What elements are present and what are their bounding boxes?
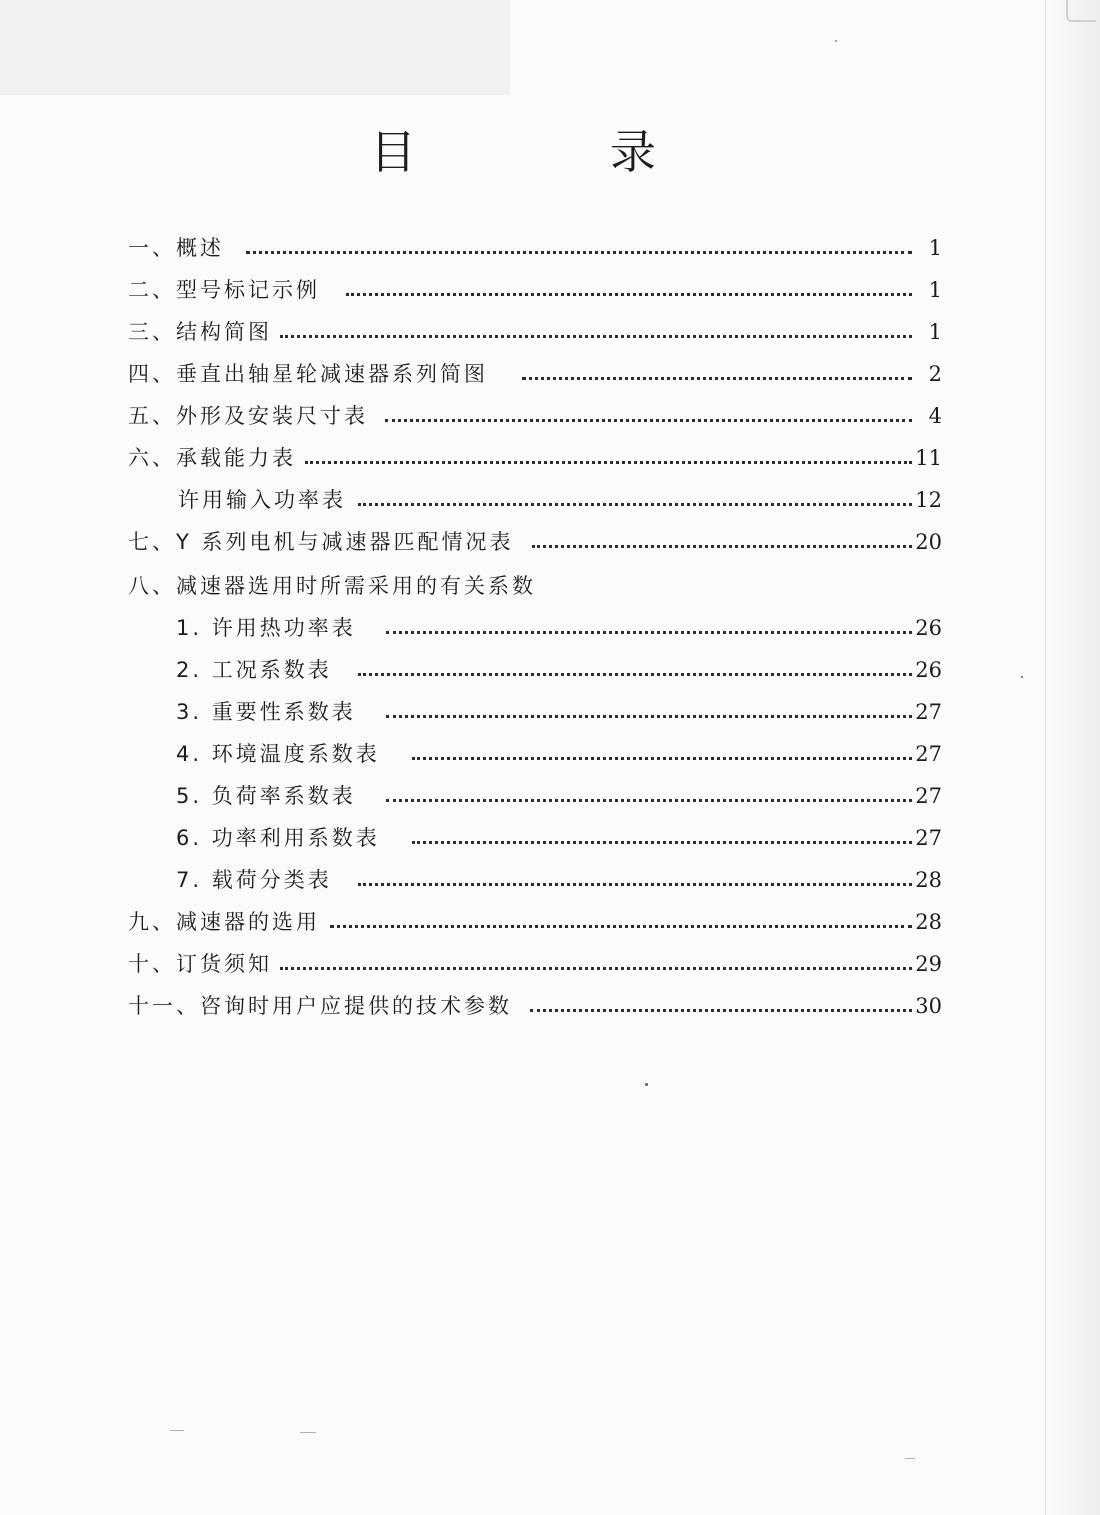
toc-dot-leader <box>386 631 912 634</box>
toc-entry-page-number: 30 <box>915 994 942 1018</box>
toc-entry-label: 三、结构简图 <box>128 317 276 347</box>
toc-entry-label: 3. 重要性系数表 <box>176 697 360 727</box>
toc-dot-leader <box>522 377 912 380</box>
toc-entry <box>0 697 1100 727</box>
toc-entry-page-number: 1 <box>928 320 942 344</box>
toc-entry-label: 十一、咨询时用户应提供的技术参数 <box>128 991 516 1021</box>
scan-shading <box>0 0 510 95</box>
title-char-right: 录 <box>610 125 656 179</box>
toc-entry <box>0 949 1100 979</box>
scan-mark <box>300 1432 316 1433</box>
title-char-left: 目 <box>370 125 416 179</box>
toc-entry-page-number: 29 <box>915 952 942 976</box>
toc-dot-leader <box>386 799 912 802</box>
toc-entry-label: 七、Y 系列电机与减速器匹配情况表 <box>128 527 518 557</box>
toc-entry <box>0 907 1100 937</box>
toc-entry-label: 二、型号标记示例 <box>128 275 324 305</box>
toc-entry-label: 6. 功率利用系数表 <box>176 823 384 853</box>
toc-entry-page-number: 12 <box>915 488 942 512</box>
toc-entry-page-number: 27 <box>915 784 942 808</box>
toc-entry-label: 7. 载荷分类表 <box>176 865 336 895</box>
toc-dot-leader <box>246 251 912 254</box>
toc-entry <box>0 991 1100 1021</box>
toc-entry-page-number: 2 <box>928 362 942 386</box>
scan-mark <box>905 1458 915 1459</box>
toc-entry-label: 1. 许用热功率表 <box>176 613 360 643</box>
toc-entry-page-number: 27 <box>915 826 942 850</box>
toc-entry-label: 五、外形及安装尺寸表 <box>128 401 372 431</box>
toc-entry <box>0 781 1100 811</box>
toc-entry-page-number: 26 <box>915 616 942 640</box>
toc-dot-leader <box>330 925 912 928</box>
toc-entry-label: 5. 负荷率系数表 <box>176 781 360 811</box>
toc-entry-page-number: 1 <box>928 278 942 302</box>
toc-dot-leader <box>358 673 912 676</box>
toc-entry-page-number: 26 <box>915 658 942 682</box>
toc-entry-page-number: 1 <box>928 236 942 260</box>
toc-dot-leader <box>530 1009 912 1012</box>
toc-dot-leader <box>412 757 912 760</box>
toc-entry <box>0 655 1100 685</box>
toc-entry-page-number: 11 <box>915 446 942 470</box>
toc-dot-leader <box>412 841 912 844</box>
toc-entry <box>0 443 1100 473</box>
toc-entry <box>0 317 1100 347</box>
scan-speck <box>645 1083 648 1086</box>
toc-entry-label: 六、承载能力表 <box>128 443 300 473</box>
scan-speck <box>835 40 837 42</box>
toc-entry <box>0 739 1100 769</box>
toc-dot-leader <box>346 293 912 296</box>
toc-dot-leader <box>385 419 912 422</box>
toc-entry-label: 九、减速器的选用 <box>128 907 324 937</box>
toc-entry-label: 十、订货须知 <box>128 949 276 979</box>
toc-dot-leader <box>532 545 912 548</box>
toc-dot-leader <box>305 461 912 464</box>
toc-entry-page-number: 27 <box>915 700 942 724</box>
toc-entry-page-number: 28 <box>915 868 942 892</box>
toc-dot-leader <box>358 503 912 506</box>
toc-entry-label: 2. 工况系数表 <box>176 655 336 685</box>
toc-entry <box>0 865 1100 895</box>
toc-entry-label: 一、概述 <box>128 233 228 263</box>
toc-entry-page-number: 4 <box>928 404 942 428</box>
toc-entry-page-number: 27 <box>915 742 942 766</box>
toc-entry <box>0 275 1100 305</box>
toc-dot-leader <box>386 715 912 718</box>
toc-entry-label: 八、减速器选用时所需采用的有关系数 <box>128 571 540 601</box>
toc-entry-label: 4. 环境温度系数表 <box>176 739 384 769</box>
toc-entry <box>0 571 1100 601</box>
toc-entry-label: 四、垂直出轴星轮减速器系列简图 <box>128 359 492 389</box>
toc-dot-leader <box>280 335 912 338</box>
toc-entry <box>0 359 1100 389</box>
toc-entry-page-number: 20 <box>915 530 942 554</box>
toc-entry <box>0 485 1100 515</box>
toc-entry <box>0 233 1100 263</box>
toc-dot-leader <box>280 967 912 970</box>
toc-entry <box>0 613 1100 643</box>
toc-entry-page-number: 28 <box>915 910 942 934</box>
toc-entry <box>0 401 1100 431</box>
corner-crease <box>1066 0 1096 22</box>
toc-dot-leader <box>358 883 912 886</box>
toc-entry <box>0 527 1100 557</box>
toc-entry-label: 许用输入功率表 <box>178 485 350 515</box>
toc-entry <box>0 823 1100 853</box>
scan-mark <box>170 1430 184 1431</box>
